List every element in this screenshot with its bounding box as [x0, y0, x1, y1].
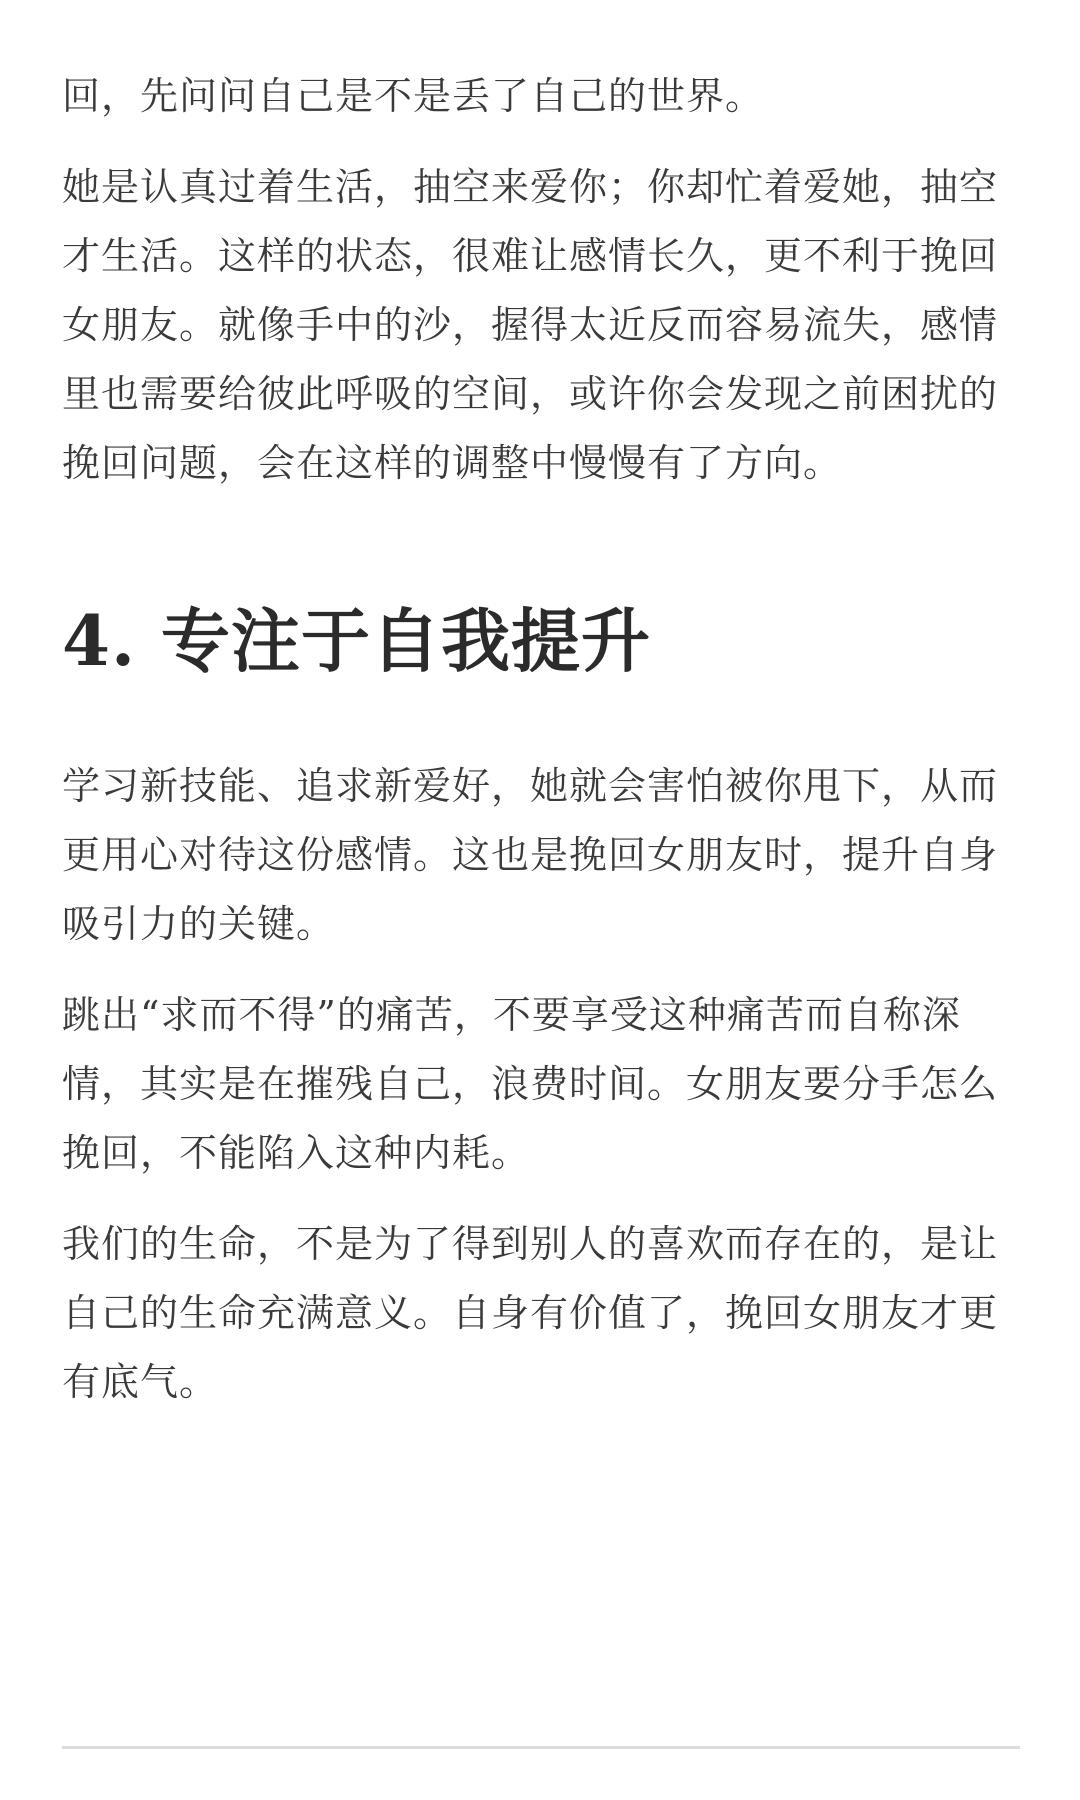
paragraph-intro-end: 回，先问问自己是不是丢了自己的世界。	[62, 74, 765, 118]
paragraph-self-improvement: 学习新技能、追求新爱好，她就会害怕被你甩下，从而更用心对待这份感情。这也是挽回女朋友时，提升自身吸引力的关键。	[62, 764, 999, 946]
paragraph-escape-pain: 跳出“求而不得”的痛苦，不要享受这种痛苦而自称深情，其实是在摧残自己，浪费时间。女朋友要分手怎么挽回，不能陷入这种内耗。	[62, 993, 999, 1175]
paragraph-living-balance: 她是认真过着生活，抽空来爱你；你却忙着爱她，抽空才生活。这样的状态，很难让感情长久，更不利于挽回女朋友。就像手中的沙，握得太近反而容易流失，感情里也需要给彼此呼吸的空间，或许你会发现之前困扰的挽回问题，会在这样的调整中慢慢有了方向。	[62, 165, 999, 485]
article-body	[62, 62, 1020, 1417]
section-heading: 4. 专注于自我提升	[62, 601, 652, 682]
bottom-divider	[62, 1746, 1020, 1749]
paragraph-life-meaning: 我们的生命，不是为了得到别人的喜欢而存在的，是让自己的生命充满意义。自身有价值了，挽回女朋友才更有底气。	[62, 1222, 999, 1404]
